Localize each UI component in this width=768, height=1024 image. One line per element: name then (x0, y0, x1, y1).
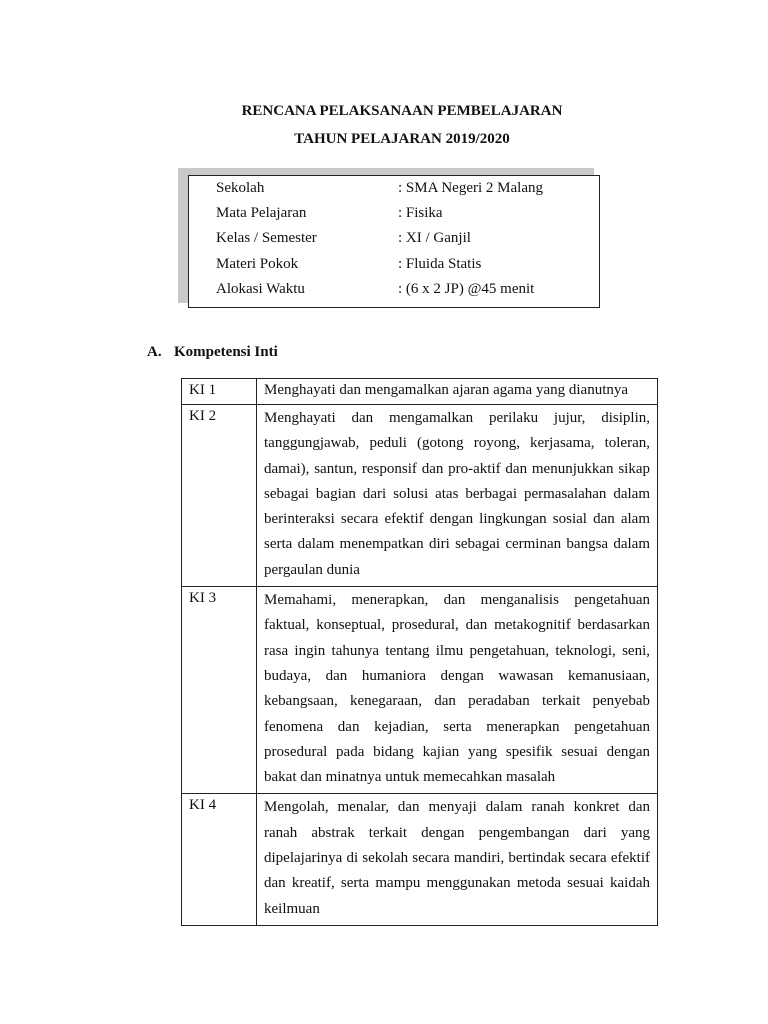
info-label: Materi Pokok (216, 256, 299, 272)
ki-description-cell: Menghayati dan mengamalkan perilaku jujur, disiplin, tanggungjawab, peduli (gotong royong, kerjasama, toleran, damai), santun, responsif dan pro-aktif dan menunjukkan sikap sebagai bagian dari solusi atas berbagai permasalahan dalam berinteraksi secara efektif dengan lingkungan sosial dan alam serta dalam menempatkan diri sebagai cerminan bangsa dalam pergaulan dunia (257, 405, 658, 587)
ki-code-cell: KI 4 (182, 794, 257, 925)
info-label: Kelas / Semester (216, 230, 317, 246)
info-value: : XI / Ganjil (398, 230, 471, 246)
info-row-mata-pelajaran (216, 203, 596, 223)
info-label: Alokasi Waktu (216, 281, 305, 297)
info-row-kelas-semester (216, 228, 596, 248)
ki-description-cell: Memahami, menerapkan, dan menganalisis pengetahuan faktual, konseptual, prosedural, dan metakognitif berdasarkan rasa ingin tahunya tentang ilmu pengetahuan, teknologi, seni, budaya, dan humaniora dengan wawasan kemanusiaan, kebangsaan, kenegaraan, dan peradaban terkait penyebab fenomena dan kejadian, serta menerapkan pengetahuan prosedural pada bidang kajian yang spesifik sesuai dengan bakat dan minatnya untuk memecahkan masalah (257, 587, 658, 794)
table-row (182, 405, 658, 587)
document-title: RENCANA PELAKSANAAN PEMBELAJARAN (241, 103, 563, 119)
table-row (182, 794, 658, 925)
info-value: : SMA Negeri 2 Malang (398, 180, 543, 196)
ki-code-cell: KI 3 (182, 587, 257, 794)
ki-description-cell: Mengolah, menalar, dan menyaji dalam ranah konkret dan ranah abstrak terkait dengan pengembangan dari yang dipelajarinya di sekolah secara mandiri, bertindak secara efektif dan kreatif, serta mampu menggunakan metoda sesuai kaidah keilmuan (257, 794, 658, 925)
identity-info-box (188, 175, 600, 308)
document-subtitle: TAHUN PELAJARAN 2019/2020 (294, 131, 510, 147)
info-label: Sekolah (216, 180, 265, 196)
ki-code-cell: KI 2 (182, 405, 257, 587)
section-letter: A. (147, 344, 162, 360)
info-row-sekolah (216, 178, 596, 198)
kompetensi-inti-table (181, 378, 658, 926)
info-row-materi-pokok (216, 254, 596, 274)
info-value: : Fluida Statis (398, 256, 482, 272)
ki-description-cell: Menghayati dan mengamalkan ajaran agama yang dianutnya (257, 379, 658, 405)
table-row (182, 587, 658, 794)
info-label: Mata Pelajaran (216, 205, 307, 221)
table-row (182, 379, 658, 405)
info-value: : (6 x 2 JP) @45 menit (398, 281, 535, 297)
section-heading-kompetensi-inti (147, 342, 278, 362)
ki-code-cell: KI 1 (182, 379, 257, 405)
info-value: : Fisika (398, 205, 443, 221)
info-row-alokasi-waktu (216, 279, 596, 299)
section-title: Kompetensi Inti (174, 344, 278, 360)
